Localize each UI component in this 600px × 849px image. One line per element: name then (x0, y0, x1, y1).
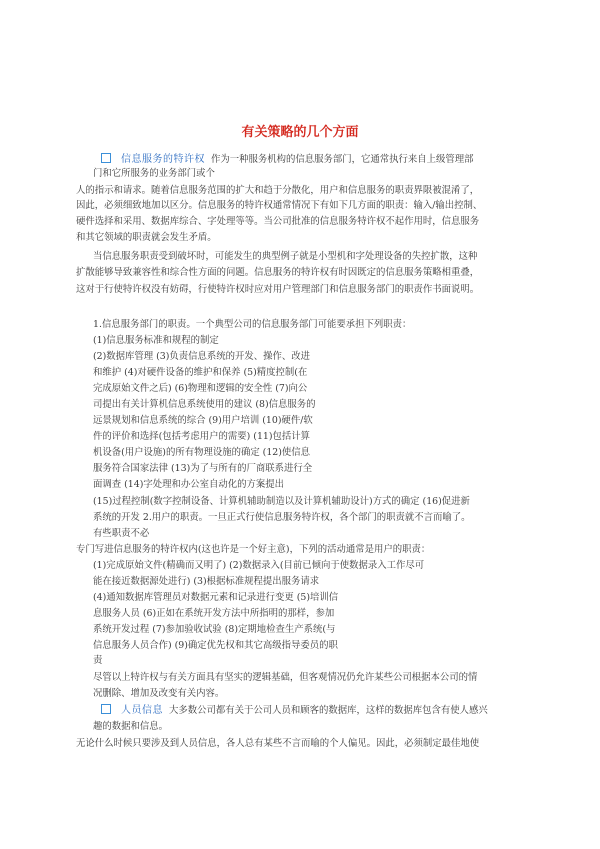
list-line: 能在接近数据源处进行) (3)根据标准规程提出服务请求 (93, 576, 320, 587)
paragraph-line: 趣的数据和信息。 (93, 721, 169, 732)
paragraph-line: 无论什么时候只要涉及到人员信息，各人总有某些不言而喻的个人偏见。因此，必须制定最佳地使 (76, 738, 480, 749)
section-heading-line (101, 704, 488, 717)
section-heading: 信息服务的特许权 (121, 154, 205, 165)
list-line: 件的评价和选择(包括考虑用户的需要) (11)包括计算 (93, 431, 311, 442)
list-line: (1)完成原始文件(精确而又明了) (2)数据录入(目前已倾向于使数据录入工作尽可 (93, 560, 425, 571)
paragraph-line: 门和它所服务的业务部门或个 (93, 168, 215, 179)
paragraph-line: 专门写进信息服务的特许权内(这也许是一个好主意)，下列的活动通常是用户的职责： (76, 544, 431, 555)
list-line: (2)数据库管理 (3)负责信息系统的开发、操作、改进 (93, 351, 311, 362)
paragraph-line: 因此，必须细致地加以区分。信息服务的特许权通常情况下有如下几方面的职责：输入/输出控制、 (76, 200, 483, 211)
page-title: 有关策略的几个方面 (241, 125, 359, 140)
paragraph-line: 大多数公司都有关于公司人员和顾客的数据库，这样的数据库包含有使人感兴 (169, 705, 488, 716)
paragraph-line: 作为一种服务机构的信息服务部门，它通常执行来自上级管理部 (211, 154, 474, 165)
paragraph-line: 况删除、增加及改变有关内容。 (93, 688, 225, 699)
list-line: (4)通知数据库管理员对数据元素和记录进行变更 (5)培训信 (93, 592, 339, 603)
paragraph-line: 1.信息服务部门的职责。一个典型公司的信息服务部门可能要承担下列职责： (93, 319, 412, 330)
list-line: 机设备(用户设施)的所有物理设施的确定 (12)使信息 (93, 447, 311, 458)
section-heading-line (101, 153, 474, 166)
paragraph-line: 硬件选择和采用、数据库综合、字处理等等。当公司批准的信息服务特许权不起作用时，信息服务 (76, 216, 480, 227)
list-line: 远景规划和信息系统的综合 (9)用户培训 (10)硬件/软 (93, 415, 313, 426)
list-line: 系统开发过程 (7)参加验收试验 (8)定期地检查生产系统(与 (93, 624, 336, 635)
checkbox-icon (101, 153, 111, 163)
paragraph-line: 扩散能够导致兼容性和综合性方面的问题。信息服务的特许权有时因既定的信息服务策略相重叠， (76, 267, 480, 278)
checkbox-icon (101, 704, 111, 714)
paragraph-line: 有些职责不必 (93, 528, 150, 539)
list-line: 面调查 (14)字处理和办公室自动化的方案提出 (93, 479, 284, 490)
paragraph-line: 尽管以上特许权与有关方面具有坚实的逻辑基础，但客观情况仍允许某些公司根据本公司的情 (93, 672, 478, 683)
list-line: 息服务人员 (6)正如在系统开发方法中所指明的那样，参加 (93, 608, 335, 619)
list-line: (15)过程控制(数字控制设备、计算机辅助制造以及计算机辅助设计)方式的确定 (16)促进新 (93, 496, 470, 507)
section-heading: 人员信息 (121, 705, 163, 716)
list-line: 系统的开发 2.用户的职责。一旦正式行使信息服务特许权，各个部门的职责就不言而喻了。 (93, 512, 471, 523)
list-line: 服务符合国家法律 (13)为了与所有的厂商联系进行全 (93, 463, 313, 474)
list-line: 责 (93, 655, 103, 666)
list-line: 司提出有关计算机信息系统使用的建议 (8)信息服务的 (93, 399, 316, 410)
list-line: (1)信息服务标准和规程的制定 (93, 335, 219, 346)
paragraph-line: 和其它领域的职责就会发生矛盾。 (76, 232, 217, 243)
list-line: 信息服务人员合作) (9)确定优先权和其它高级指导委员的职 (93, 640, 338, 651)
paragraph-line: 人的指示和请求。随着信息服务范围的扩大和趋于分散化，用户和信息服务的职责界限被混淆了， (76, 185, 480, 196)
paragraph-line: 这对于行使特许权没有妨碍，行使特许权时应对用户管理部门和信息服务部门的职责作书面说明。 (76, 284, 480, 295)
paragraph-line: 当信息服务职责受到破坏时，可能发生的典型例子就是小型机和字处理设备的失控扩散，这种 (93, 251, 478, 262)
list-line: 和维护 (4)对硬件设备的维护和保养 (5)精度控制(在 (93, 367, 308, 378)
list-line: 完成原始文件之后) (6)物理和逻辑的安全性 (7)向公 (93, 383, 308, 394)
